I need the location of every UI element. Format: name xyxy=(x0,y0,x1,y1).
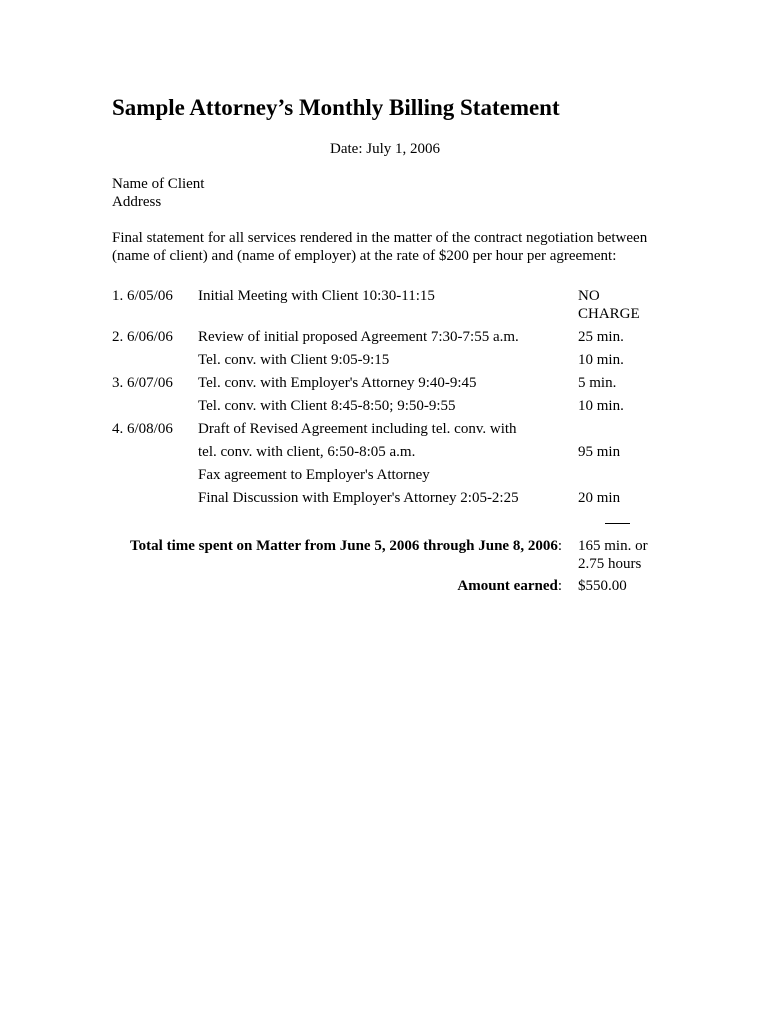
entry-time: NO xyxy=(578,288,600,304)
entry-description: Tel. conv. with Client 8:45-8:50; 9:50-9:55 xyxy=(198,398,456,414)
entry-description: Tel. conv. with Employer's Attorney 9:40-9:45 xyxy=(198,375,477,391)
entry-description: Initial Meeting with Client 10:30-11:15 xyxy=(198,288,435,304)
entry-description: Tel. conv. with Client 9:05-9:15 xyxy=(198,352,390,368)
entry-time: 20 min xyxy=(578,490,621,506)
entry-description: Final Discussion with Employer's Attorney 2:05-2:25 xyxy=(198,490,519,506)
entry-time: 10 min. xyxy=(578,352,624,368)
total-time-hours: 2.75 hours xyxy=(578,556,642,572)
intro-line-2: (name of client) and (name of employer) at the rate of $200 per hour per agreement: xyxy=(112,248,617,264)
entry-row xyxy=(112,328,672,346)
entry-number-date: 2. 6/06/06 xyxy=(112,329,173,345)
entry-row xyxy=(112,489,672,507)
document-title: Sample Attorney’s Monthly Billing Statement xyxy=(112,95,560,120)
amount-earned-value: $550.00 xyxy=(578,578,627,594)
entry-row xyxy=(112,374,672,392)
entry-row xyxy=(112,466,672,484)
entry-description: tel. conv. with client, 6:50-8:05 a.m. xyxy=(198,444,416,460)
entry-time: 5 min. xyxy=(578,375,617,391)
total-time-value xyxy=(578,537,648,573)
entry-row xyxy=(112,443,672,461)
client-address: Address xyxy=(112,194,162,210)
client-block xyxy=(112,175,204,211)
intro-line-1: Final statement for all services rendered in the matter of the contract negotiation between xyxy=(112,230,648,246)
total-time-label: Total time spent on Matter from June 5, 2006 through June 8, 2006 xyxy=(130,538,558,554)
entry-number-date: 3. 6/07/06 xyxy=(112,375,173,391)
billing-entries xyxy=(112,287,672,512)
entry-row xyxy=(112,420,672,438)
amount-earned-label: Amount earned xyxy=(457,578,558,594)
total-time-label-wrap xyxy=(130,537,562,555)
total-time-minutes: 165 min. or xyxy=(578,538,648,554)
entry-description: Review of initial proposed Agreement 7:30-7:55 a.m. xyxy=(198,329,519,345)
entry-row xyxy=(112,351,672,369)
amount-earned-label-wrap xyxy=(457,577,562,595)
statement-date: Date: July 1, 2006 xyxy=(330,141,440,157)
sum-rule-line xyxy=(605,523,630,524)
entry-time: CHARGE xyxy=(578,306,640,322)
entry-number-date: 1. 6/05/06 xyxy=(112,288,173,304)
client-name: Name of Client xyxy=(112,176,205,192)
entry-time: 25 min. xyxy=(578,329,624,345)
amount-earned-colon: : xyxy=(557,578,562,594)
entry-row xyxy=(112,397,672,415)
entry-description: Fax agreement to Employer's Attorney xyxy=(198,467,430,483)
entry-row xyxy=(112,287,672,305)
entry-number-date: 4. 6/08/06 xyxy=(112,421,173,437)
total-time-colon: : xyxy=(557,538,562,554)
entry-time: 95 min xyxy=(578,444,621,460)
entry-time: 10 min. xyxy=(578,398,624,414)
entry-row xyxy=(112,305,672,323)
intro-paragraph xyxy=(112,229,672,265)
entry-description: Draft of Revised Agreement including tel. conv. with xyxy=(198,421,517,437)
